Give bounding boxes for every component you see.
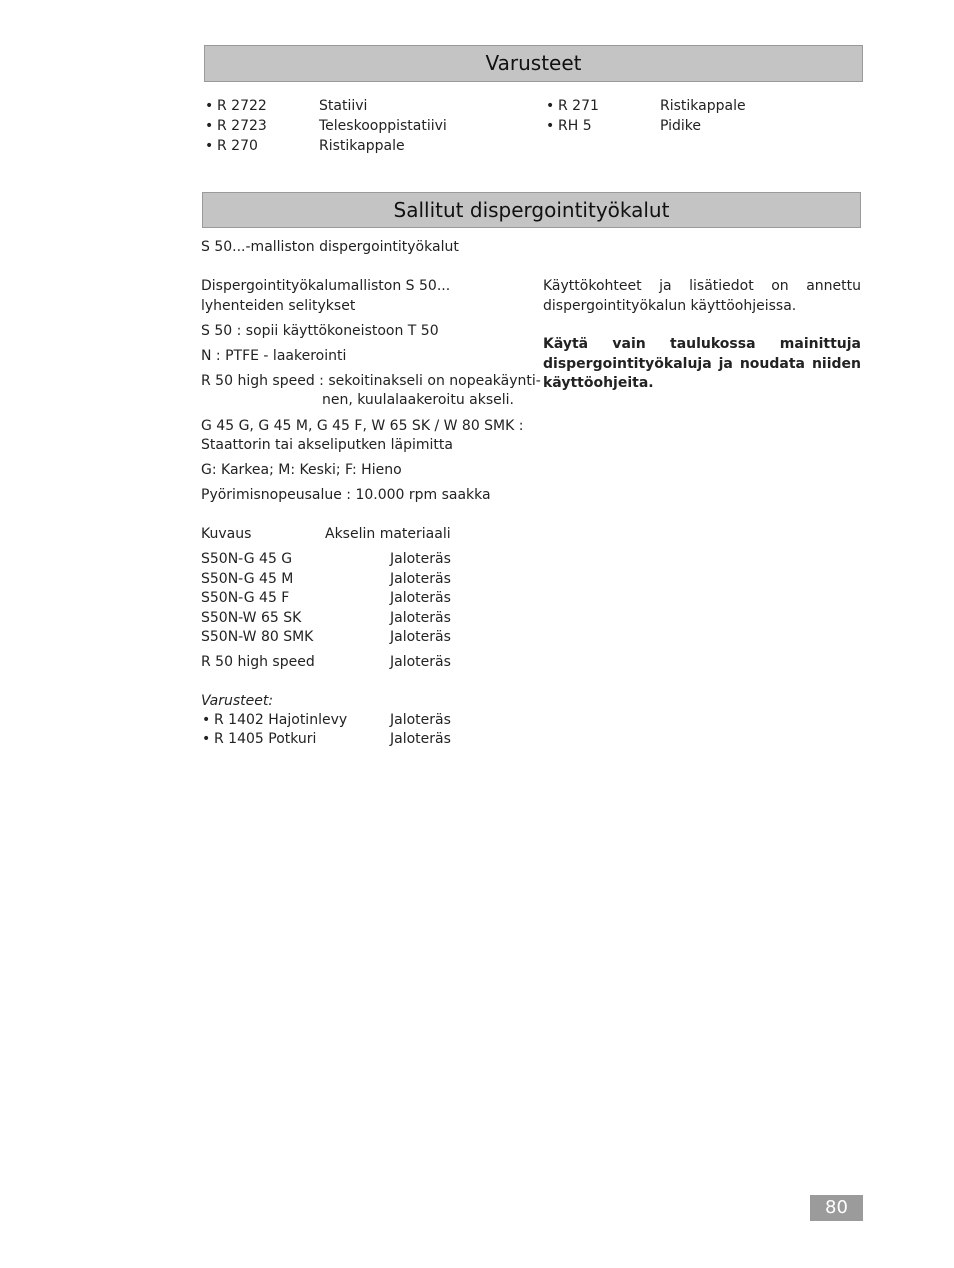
bullet: • bbox=[205, 118, 214, 134]
bullet: • bbox=[202, 731, 211, 747]
cell-material: Jaloteräs bbox=[390, 731, 451, 747]
accessory-name: Ristikappale bbox=[660, 98, 746, 114]
column-header-material: Akselin materiaali bbox=[325, 526, 451, 542]
abbr-g: G 45 G, G 45 M, G 45 F, W 65 SK / W 80 SMK : bbox=[201, 418, 524, 434]
cell-material: Jaloteräs bbox=[390, 629, 451, 645]
accessory-code: RH 5 bbox=[558, 118, 592, 134]
cell-description: S50N-W 80 SMK bbox=[201, 629, 314, 645]
bullet: • bbox=[205, 138, 214, 154]
cell-material: Jaloteräs bbox=[390, 712, 451, 728]
bullet: • bbox=[546, 118, 555, 134]
accessory-code: R 2723 bbox=[217, 118, 267, 134]
warning-note: Käytä vain taulukossa mainittuja dispergointityökaluja ja noudata niiden käyttöohjeita. bbox=[543, 336, 861, 391]
accessory-name: Statiivi bbox=[319, 98, 368, 114]
bullet: • bbox=[202, 712, 211, 728]
bullet: • bbox=[546, 98, 555, 114]
accessory-name: Pidike bbox=[660, 118, 702, 134]
abbr-grades: G: Karkea; M: Keski; F: Hieno bbox=[201, 462, 402, 478]
abbr-r50: R 50 high speed : sekoitinakseli on nopeakäynti- bbox=[201, 373, 541, 389]
cell-description: R 1402 Hajotinlevy bbox=[214, 712, 348, 728]
bullet: • bbox=[205, 98, 214, 114]
cell-description: R 1405 Potkuri bbox=[214, 731, 317, 747]
abbreviations-heading: Dispergointityökalumalliston S 50... bbox=[201, 278, 451, 294]
accessory-code: R 270 bbox=[217, 138, 258, 154]
series-heading: S 50...-malliston dispergointityökalut bbox=[201, 239, 459, 255]
accessory-code: R 2722 bbox=[217, 98, 267, 114]
abbr-r50-cont: nen, kuulalaakeroitu akseli. bbox=[322, 392, 514, 408]
usage-note: Käyttökohteet ja lisätiedot on annettu dispergointityökalun käyttöohjeissa. bbox=[543, 278, 861, 314]
accessory-name: Teleskooppistatiivi bbox=[319, 118, 447, 134]
abbr-speed: Pyörimisnopeusalue : 10.000 rpm saakka bbox=[201, 487, 491, 503]
accessories-heading: Varusteet bbox=[204, 45, 863, 82]
cell-material: Jaloteräs bbox=[390, 610, 451, 626]
abbr-g-cont: Staattorin tai akseliputken läpimitta bbox=[201, 437, 453, 453]
accessory-name: Ristikappale bbox=[319, 138, 405, 154]
cell-description: S50N-G 45 G bbox=[201, 551, 293, 567]
cell-material: Jaloteräs bbox=[390, 551, 451, 567]
cell-material: Jaloteräs bbox=[390, 590, 451, 606]
cell-material: Jaloteräs bbox=[390, 654, 451, 670]
page-number: 80 bbox=[810, 1195, 863, 1221]
abbr-n: N : PTFE - laakerointi bbox=[201, 348, 347, 364]
column-header-description: Kuvaus bbox=[201, 526, 252, 542]
cell-material: Jaloteräs bbox=[390, 571, 451, 587]
tools-heading: Sallitut dispergointityökalut bbox=[202, 192, 861, 228]
cell-description: R 50 high speed bbox=[201, 654, 315, 670]
cell-description: S50N-W 65 SK bbox=[201, 610, 302, 626]
abbr-s50: S 50 : sopii käyttökoneistoon T 50 bbox=[201, 323, 439, 339]
cell-description: S50N-G 45 F bbox=[201, 590, 290, 606]
accessory-code: R 271 bbox=[558, 98, 599, 114]
cell-description: S50N-G 45 M bbox=[201, 571, 294, 587]
accessories-label: Varusteet: bbox=[201, 693, 274, 709]
abbreviations-heading-line2: lyhenteiden selitykset bbox=[201, 298, 356, 314]
